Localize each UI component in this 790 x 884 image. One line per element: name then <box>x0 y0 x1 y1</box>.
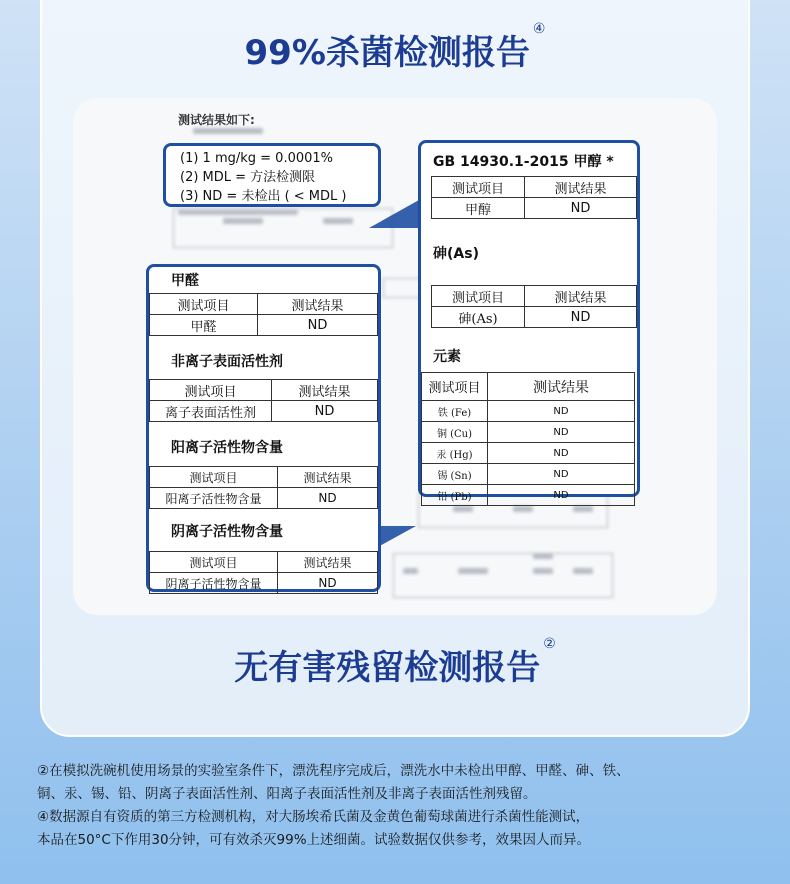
footnote-line: ④数据源自有资质的第三方检测机构，对大肠埃希氏菌及金黄色葡萄球菌进行杀菌性能测试， <box>37 809 590 825</box>
notes-box <box>163 143 381 207</box>
table-header: 测试项目 <box>150 552 278 573</box>
table-cell: 阳离子活性物含量 <box>150 488 278 509</box>
note-line: (3) ND = 未检出 ( < MDL ) <box>180 189 347 204</box>
table-cell: 甲醇 <box>432 198 525 219</box>
cationic-table <box>149 466 378 509</box>
table-cell: 甲醛 <box>150 315 258 336</box>
arsenic-table <box>431 285 637 328</box>
table-header: 测试结果 <box>278 552 378 573</box>
methanol-table <box>431 176 637 219</box>
table-cell: ND <box>488 443 635 464</box>
standard-title: GB 14930.1-2015 甲醇 * <box>433 154 614 170</box>
footnote-line: 铜、汞、锡、铅、阴离子表面活性剂、阳离子表面活性剂及非离子表面活性剂残留。 <box>37 786 537 802</box>
table-cell: 砷(As) <box>432 307 525 328</box>
table-header: 测试项目 <box>150 294 258 315</box>
table-cell: ND <box>525 307 637 328</box>
page-title: 99%杀菌检测报告④ <box>244 21 546 73</box>
note-line: (2) MDL = 方法检测限 <box>180 170 316 185</box>
table-cell: ND <box>488 464 635 485</box>
section-title-anionic: 阴离子活性物含量 <box>171 524 283 540</box>
table-header: 测试项目 <box>150 467 278 488</box>
table-cell: ND <box>525 198 637 219</box>
formaldehyde-table <box>149 293 378 336</box>
table-cell: ND <box>488 401 635 422</box>
section-title-nonionic: 非离子表面活性剂 <box>171 354 283 370</box>
section-title-cationic: 阳离子活性物含量 <box>171 440 283 456</box>
footnotes <box>37 760 757 852</box>
table-cell: ND <box>272 401 378 422</box>
table-cell: 铅 (Pb) <box>422 485 488 506</box>
table-cell: 锡 (Sn) <box>422 464 488 485</box>
table-cell: 离子表面活性剂 <box>150 401 272 422</box>
footnote-line: ②在模拟洗碗机使用场景的实验室条件下，漂洗程序完成后，漂洗水中未检出甲醇、甲醛、砷、铁、 <box>37 763 630 779</box>
nonionic-table <box>149 379 378 422</box>
section-title-elements: 元素 <box>433 349 461 365</box>
footnote-marker: ② <box>543 636 556 652</box>
table-header: 测试结果 <box>272 380 378 401</box>
section-title-formaldehyde: 甲醛 <box>171 273 199 289</box>
anionic-table <box>149 551 378 594</box>
callout-pointer <box>369 200 419 228</box>
table-cell: 汞 (Hg) <box>422 443 488 464</box>
table-cell: ND <box>258 315 378 336</box>
note-line: (1) 1 mg/kg = 0.0001% <box>180 151 334 166</box>
table-cell: ND <box>278 573 378 594</box>
table-cell: 阴离子活性物含量 <box>150 573 278 594</box>
callout-pointer <box>376 526 416 548</box>
section-title-arsenic: 砷(As) <box>433 246 479 262</box>
table-cell: ND <box>278 488 378 509</box>
footnote-marker: ④ <box>532 21 546 37</box>
table-header: 测试项目 <box>432 286 525 307</box>
footnote-line: 本品在50°C下作用30分钟，可有效杀灭99%上述细菌。试验数据仅供参考，效果因人而异。 <box>37 832 591 848</box>
table-header: 测试项目 <box>422 373 488 401</box>
report-image-panel <box>73 98 717 615</box>
table-header: 测试结果 <box>525 286 637 307</box>
table-cell: ND <box>488 485 635 506</box>
table-cell: ND <box>488 422 635 443</box>
left-results-box <box>146 264 381 592</box>
table-header: 测试项目 <box>432 177 525 198</box>
elements-table <box>421 372 635 506</box>
table-cell: 铁 (Fe) <box>422 401 488 422</box>
section-title-residue: 无有害残留检测报告② <box>234 636 556 688</box>
table-header: 测试结果 <box>278 467 378 488</box>
report-heading: 测试结果如下: <box>178 113 255 127</box>
table-header: 测试结果 <box>488 373 635 401</box>
right-results-box <box>418 140 640 503</box>
table-header: 测试项目 <box>150 380 272 401</box>
table-header: 测试结果 <box>525 177 637 198</box>
table-cell: 铜 (Cu) <box>422 422 488 443</box>
table-header: 测试结果 <box>258 294 378 315</box>
